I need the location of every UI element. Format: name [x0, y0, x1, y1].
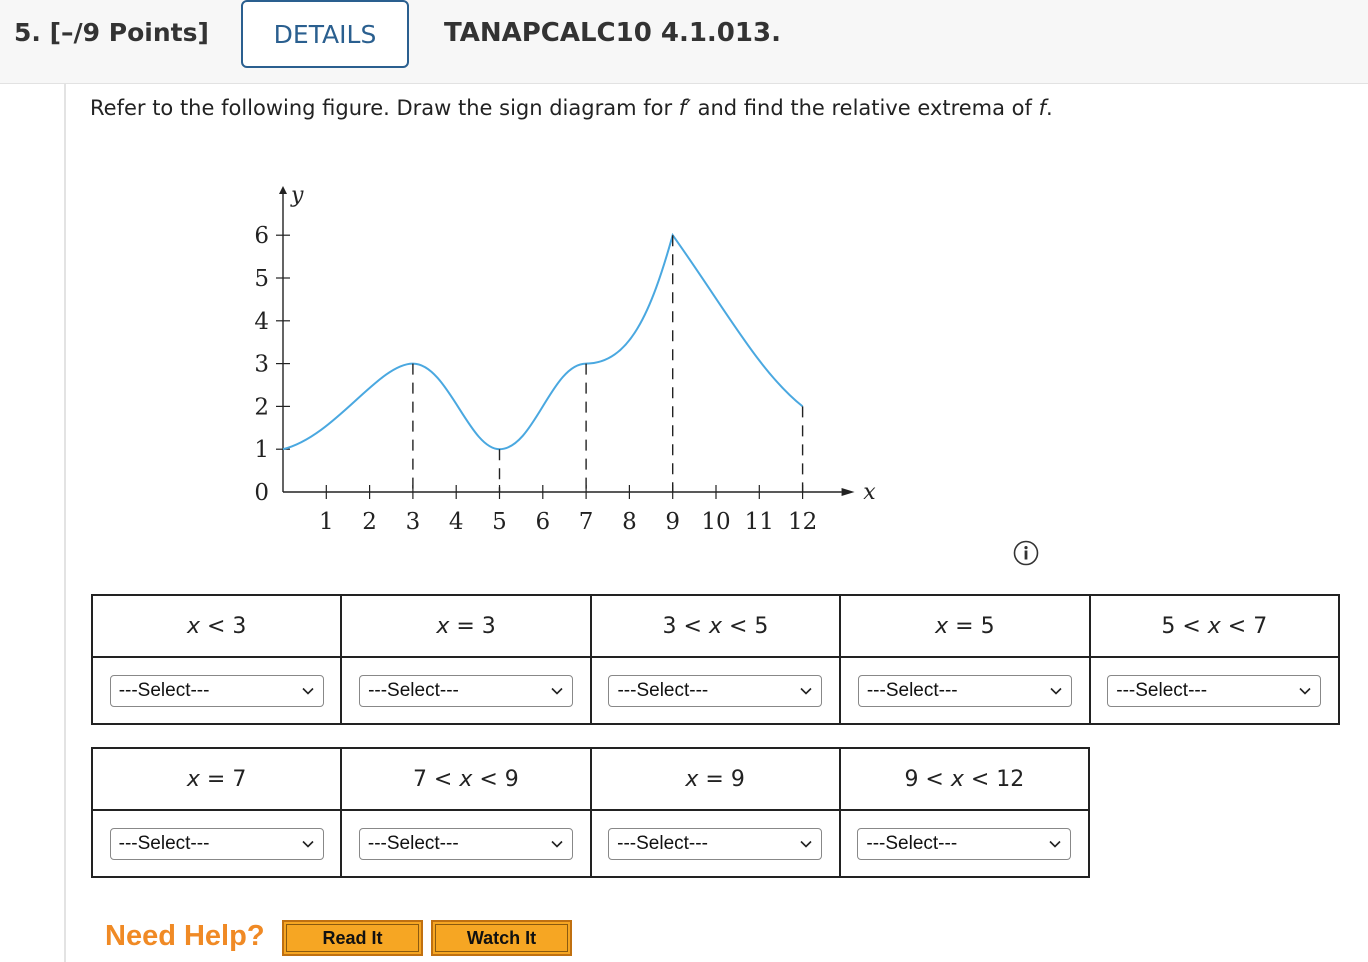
- select-value: ---Select---: [368, 679, 459, 701]
- interval-header: [591, 748, 840, 810]
- interval-post: = 7: [199, 766, 247, 792]
- x-tick-label: 4: [448, 509, 464, 535]
- sign-select[interactable]: [1107, 675, 1321, 707]
- prompt-f-prime: f′: [678, 96, 691, 120]
- interval-post: = 9: [698, 766, 745, 792]
- x-tick-label: 12: [787, 509, 818, 535]
- sign-select[interactable]: [110, 675, 324, 707]
- x-tick-label: 11: [744, 509, 774, 535]
- interval-variable: x: [459, 766, 473, 792]
- x-tick-label: 3: [405, 509, 421, 535]
- interval-header: [840, 595, 1089, 657]
- interval-header: [591, 595, 840, 657]
- interval-variable: x: [1207, 613, 1221, 639]
- question-header: [0, 0, 1368, 84]
- chevron-down-icon: [301, 837, 315, 851]
- sign-select[interactable]: [608, 675, 822, 707]
- left-divider: [64, 84, 66, 962]
- function-curve: [283, 235, 803, 449]
- question-prompt: [90, 96, 1053, 120]
- chevron-down-icon: [1298, 684, 1312, 698]
- interval-variable: x: [708, 613, 722, 639]
- x-tick-label: 8: [622, 509, 637, 535]
- interval-pre: 9 <: [904, 766, 951, 792]
- interval-header: [840, 748, 1089, 810]
- sign-select[interactable]: [858, 675, 1072, 707]
- y-tick-label: 0: [254, 480, 269, 506]
- interval-pre: 7 <: [412, 766, 460, 792]
- sign-select[interactable]: [359, 675, 573, 707]
- info-icon[interactable]: [1013, 540, 1039, 566]
- chevron-down-icon: [799, 837, 813, 851]
- select-value: ---Select---: [118, 679, 210, 701]
- question-number: 5. [–/9 Points]: [14, 18, 209, 47]
- x-tick-label: 5: [492, 509, 507, 535]
- select-cell: [840, 810, 1089, 877]
- x-tick-label: 1: [318, 509, 334, 535]
- prompt-text-a: Refer to the following figure. Draw the sign diagram for: [90, 96, 679, 120]
- sign-select[interactable]: [857, 828, 1071, 860]
- select-value: ---Select---: [866, 679, 958, 701]
- details-button[interactable]: DETAILS: [241, 0, 409, 68]
- interval-post: = 5: [948, 613, 995, 639]
- y-tick-label: 4: [254, 308, 269, 335]
- sign-select[interactable]: [359, 828, 573, 860]
- select-cell: [92, 657, 341, 724]
- y-axis-label: y: [291, 183, 304, 208]
- interval-post: < 3: [200, 613, 247, 639]
- question-code: TANAPCALC10 4.1.013.: [444, 18, 781, 48]
- select-value: ---Select---: [118, 832, 210, 854]
- y-tick-label: 3: [254, 351, 269, 378]
- interval-pre: 3 <: [662, 613, 709, 639]
- x-tick-label: 6: [535, 509, 551, 535]
- sign-table-1: [91, 594, 1340, 725]
- prompt-f: f: [1038, 96, 1047, 120]
- y-axis-arrow: [279, 186, 287, 194]
- function-graph: [240, 178, 900, 548]
- x-tick-label: 9: [665, 509, 681, 535]
- interval-post: < 7: [1220, 613, 1268, 639]
- select-cell: [92, 810, 341, 877]
- select-cell: [591, 810, 840, 877]
- x-tick-label: 7: [578, 509, 594, 535]
- interval-variable: x: [935, 613, 949, 639]
- interval-post: < 5: [721, 613, 769, 639]
- select-value: ---Select---: [866, 832, 958, 854]
- interval-variable: x: [186, 766, 200, 792]
- read-it-button[interactable]: Read It: [282, 920, 423, 956]
- interval-header: [341, 595, 590, 657]
- watch-it-button[interactable]: Watch It: [431, 920, 572, 956]
- interval-variable: x: [436, 613, 450, 639]
- chevron-down-icon: [550, 684, 564, 698]
- interval-post: < 12: [963, 766, 1025, 792]
- select-cell: [341, 657, 590, 724]
- interval-header: [92, 748, 341, 810]
- interval-header: [341, 748, 590, 810]
- select-value: ---Select---: [617, 832, 708, 854]
- select-cell: [1090, 657, 1339, 724]
- prompt-text-c: .: [1046, 96, 1053, 120]
- x-tick-label: 2: [362, 509, 377, 535]
- select-cell: [591, 657, 840, 724]
- need-help-label: Need Help?: [105, 920, 265, 952]
- interval-header: [1090, 595, 1339, 657]
- sign-table-2: [91, 747, 1090, 878]
- select-value: ---Select---: [1116, 679, 1208, 701]
- interval-post: < 9: [472, 766, 519, 792]
- y-tick-label: 5: [254, 266, 269, 292]
- select-cell: [341, 810, 590, 877]
- x-tick-label: 10: [701, 509, 731, 535]
- select-value: ---Select---: [617, 679, 709, 701]
- y-tick-label: 1: [254, 437, 269, 464]
- interval-variable: x: [685, 766, 699, 792]
- prompt-text-b: and find the relative extrema of: [690, 96, 1039, 120]
- chevron-down-icon: [1048, 837, 1062, 851]
- interval-variable: x: [950, 766, 964, 792]
- chevron-down-icon: [799, 684, 813, 698]
- chevron-down-icon: [1049, 684, 1063, 698]
- sign-select[interactable]: [110, 828, 324, 860]
- y-tick-label: 2: [254, 394, 269, 421]
- x-axis-arrow: [842, 488, 855, 496]
- y-tick-label: 6: [254, 223, 269, 250]
- select-cell: [840, 657, 1089, 724]
- chevron-down-icon: [550, 837, 564, 851]
- sign-select[interactable]: [608, 828, 822, 860]
- interval-pre: 5 <: [1161, 613, 1208, 639]
- interval-post: = 3: [449, 613, 496, 639]
- chevron-down-icon: [301, 684, 315, 698]
- x-axis-label: x: [863, 480, 876, 505]
- select-value: ---Select---: [367, 832, 459, 854]
- interval-variable: x: [186, 613, 200, 639]
- interval-header: [92, 595, 341, 657]
